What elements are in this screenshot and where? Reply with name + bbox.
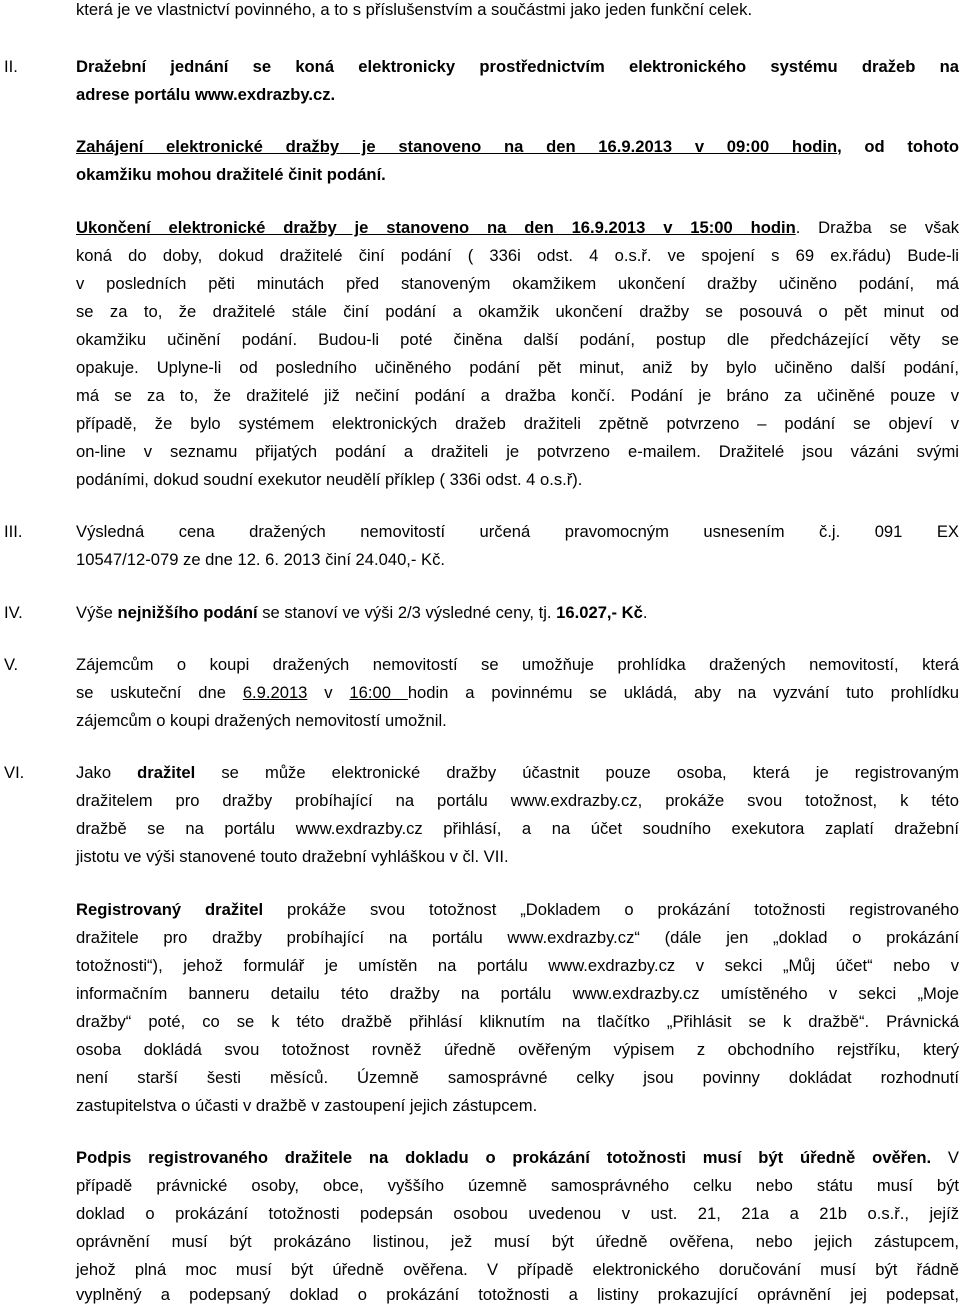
section-number: III.	[4, 522, 23, 541]
paragraph-line: okamžiku mohou dražitelé činit podání.	[76, 165, 386, 184]
paragraph-line: případě právnické osoby, obce, vyššího územně samosprávného celku nebo státu musí být	[76, 1176, 959, 1195]
paragraph-line: dražby“ poté, co se k této dražbě přihlásí kliknutím na tlačítko „Přihlásit se k dražbě“. Právnická	[76, 1012, 959, 1031]
paragraph-line: Podpis registrovaného dražitele na dokladu o prokázání totožnosti musí být úředně ověřen. V	[76, 1148, 959, 1167]
paragraph-line: osoba dokládá svou totožnost rovněž úředně ověřeným výpisem z obchodního rejstříku, který	[76, 1040, 959, 1059]
section-number: V.	[4, 655, 19, 674]
paragraph-line: totožnosti“), jehož formulář je umístěn na portálu www.exdrazby.cz v sekci „Můj účet“ nebo v	[76, 956, 959, 975]
paragraph-line: zájemcům o koupi dražených nemovitostí umožnil.	[76, 711, 447, 730]
paragraph-line: Výše nejnižšího podání se stanoví ve výši 2/3 výsledné ceny, tj. 16.027,- Kč.	[76, 603, 648, 622]
section-number: IV.	[4, 603, 23, 622]
continuation-line: která je ve vlastnictví povinného, a to s příslušenstvím a součástmi jako jeden funkční celek.	[76, 0, 753, 19]
paragraph-line: jehož plná moc musí být úředně ověřena. V případě elektronického doručování musí být řádně	[76, 1260, 959, 1279]
paragraph-line: případě, že bylo systémem elektronických dražeb dražiteli zpětně potvrzeno – podání se objeví v	[76, 414, 959, 433]
paragraph-line: Registrovaný dražitel prokáže svou totožnost „Dokladem o prokázání totožnosti registrovaného	[76, 900, 959, 919]
paragraph-line: Jako dražitel se může elektronické dražby účastnit pouze osoba, která je registrovaným	[76, 763, 959, 782]
paragraph-line: se uskuteční dne 6.9.2013 v 16:00 hodin a povinnému se ukládá, aby na vyzvání tuto prohlídku	[76, 683, 959, 702]
paragraph-line: 10547/12-079 ze dne 12. 6. 2013 činí 24.040,- Kč.	[76, 550, 446, 569]
paragraph-line: podáními, dokud soudní exekutor neudělí příklep ( 336i odst. 4 o.s.ř).	[76, 470, 583, 489]
paragraph-line: jistotu ve výši stanovené touto dražební vyhláškou v čl. VII.	[76, 847, 509, 866]
paragraph-line: dražbě se na portálu www.exdrazby.cz přihlásí, a na účet soudního exekutora zaplatí dražební	[76, 819, 959, 838]
paragraph-line: má se za to, že dražitelé již nečiní podání a dražba končí. Podání je bráno za učiněné pouze v	[76, 386, 959, 405]
section-number: VI.	[4, 763, 25, 782]
paragraph-line: oprávnění musí být prokázáno listinou, jež musí být úředně ověřena, nebo jejich zástupcem,	[76, 1232, 959, 1251]
paragraph-line: dražitelem pro dražby probíhající na portálu www.exdrazby.cz, prokáže svou totožnost, k této	[76, 791, 959, 810]
paragraph-line: zastupitelstva o účasti v dražbě v zastoupení jejich zástupcem.	[76, 1096, 538, 1115]
paragraph-line: koná do doby, dokud dražitelé činí podání ( 336i odst. 4 o.s.ř. ve spojení s 69 ex.řádu) Bude-li	[76, 246, 959, 265]
paragraph-line: Zájemcům o koupi dražených nemovitostí se umožňuje prohlídka dražených nemovitostí, která	[76, 655, 959, 674]
paragraph-line: opakuje. Uplyne-li od posledního učiněného podání pět minut, aniž by bylo učiněno další podání,	[76, 358, 959, 377]
paragraph-line: dražitele pro dražby probíhající na portálu www.exdrazby.cz“ (dále jen „doklad o prokázání	[76, 928, 959, 947]
paragraph-line: doklad o prokázání totožnosti podepsán osobou uvedenou v ust. 21, 21a a 21b o.s.ř., jejíž	[76, 1204, 959, 1223]
paragraph-line: Zahájení elektronické dražby je stanoveno na den 16.9.2013 v 09:00 hodin, od tohoto	[76, 137, 959, 156]
paragraph-line: informačním banneru detailu této dražby na portálu www.exdrazby.cz umístěného v sekci „Moje	[76, 984, 959, 1003]
paragraph-line: Výsledná cena dražených nemovitostí určená pravomocným usnesením č.j. 091 EX	[76, 522, 959, 541]
paragraph-line: vyplněný a podepsaný doklad o prokázání totožnosti a listiny prokazující oprávnění jej podepsat,	[76, 1285, 959, 1304]
paragraph-line: okamžiku učinění podání. Budou-li poté činěna další podání, postup dle předcházející věty se	[76, 330, 959, 349]
paragraph-line: adrese portálu www.exdrazby.cz.	[76, 85, 336, 104]
paragraph-line: on-line v seznamu přijatých podání a dražiteli je potvrzeno e-mailem. Dražitelé jsou vázáni svými	[76, 442, 959, 461]
paragraph-line: Ukončení elektronické dražby je stanoveno na den 16.9.2013 v 15:00 hodin. Dražba se však	[76, 218, 959, 237]
paragraph-line: se za to, že dražitelé stále činí podání a okamžik ukončení dražby se posouvá o pět minut od	[76, 302, 959, 321]
section-number: II.	[4, 57, 18, 76]
paragraph-line: v posledních pěti minutách před stanoveným okamžikem ukončení dražby učiněno podání, má	[76, 274, 959, 293]
paragraph-line: Dražební jednání se koná elektronicky prostřednictvím elektronického systému dražeb na	[76, 57, 959, 76]
paragraph-line: není starší šesti měsíců. Územně samosprávné celky jsou povinny dokládat rozhodnutí	[76, 1068, 959, 1087]
